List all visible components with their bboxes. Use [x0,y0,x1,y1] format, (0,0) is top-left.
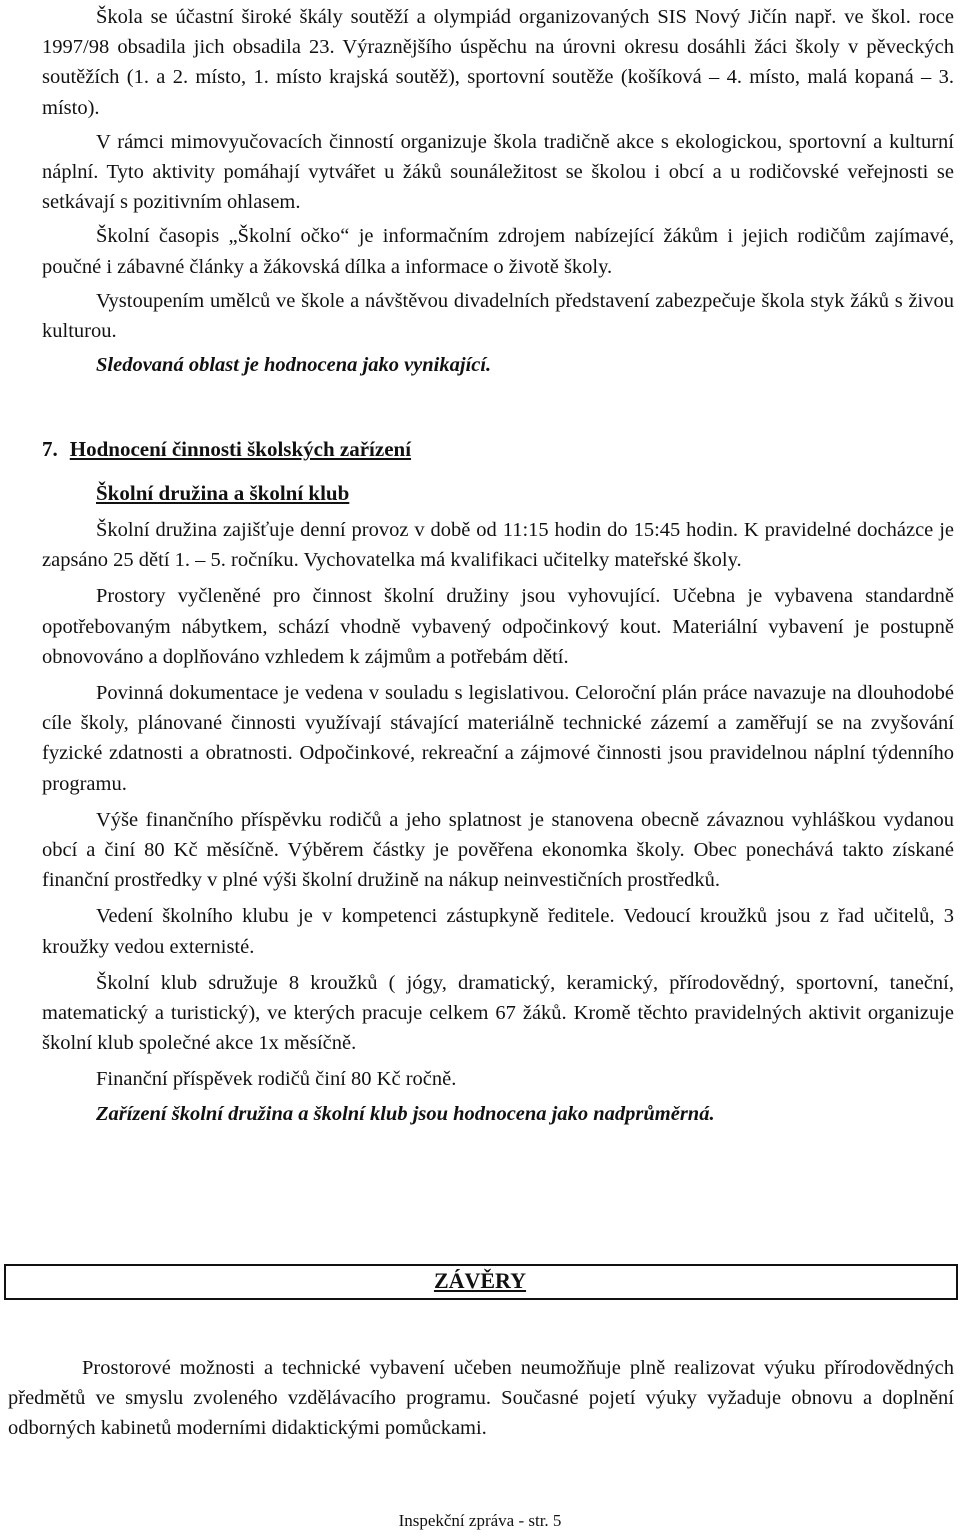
paragraph-fee: Výše finančního příspěvku rodičů a jeho splatnost je stanovena obecně závaznou vyhláškou vydanou obcí a činí 80 Kč měsíčně. Výběrem částky je pověřena ekonomka školy. Obec ponechává takto získané finanční prostředky v plné výši školní družině na nákup neinvestičních prostředků. [42,808,954,892]
paragraph-premises: Prostory vyčleněné pro činnost školní družiny jsou vyhovující. Učebna je vybavena standardně opotřebovaným nábytkem, schází vhodně vybavený odpočinkový kout. Materiální vybavení je postupně obnovováno a doplňováno vzhledem k zájmům a potřebám dětí. [42,585,954,668]
paragraph-culture: Vystoupením umělců ve škole a návštěvou divadelních představení zabezpečuje škola styk žáků s živou kulturou. [42,289,954,343]
section-heading [42,437,411,462]
conclusion-text-block [8,1353,954,1444]
paragraph-magazine: Školní časopis „Školní očko“ je informačním zdrojem nabízející žákům i jejich rodičům zajímavé, poučné i zábavné články a žákovská dílka a informace o životě školy. [42,225,954,278]
paragraph-club-fee: Finanční příspěvek rodičů činí 80 Kč ročně. [96,1068,457,1091]
paragraph-club-management: Vedení školního klubu je v kompetenci zástupkyně ředitele. Vedoucí kroužků jsou z řad učitelů, 3 kroužky vedou externisté. [42,905,954,958]
page-footer: Inspekční zpráva - str. 5 [398,1511,562,1530]
subsection-heading: Školní družina a školní klub [96,481,350,505]
sub-text-block [42,515,954,1129]
section-number: 7. [42,437,58,461]
paragraph-activities: V rámci mimovyučovacích činností organizuje škola tradičně akce s ekologickou, sportovní a kulturní náplní. Tyto aktivity pomáhají vytvářet u žáků sounáležitost se školou i obcí a u rodičovské veřejnosti se setkávají s pozitivním ohlasem. [42,130,954,214]
top-text-block [42,2,954,380]
rating-statement-2: Zařízení školní družina a školní klub jsou hodnocena jako nadprůměrná. [96,1102,715,1125]
section-title: Hodnocení činnosti školských zařízení [69,437,412,461]
paragraph-competitions: Škola se účastní široké škály soutěží a olympiád organizovaných SIS Nový Jičín např. ve škol. roce 1997/98 obsadila jich obsadila 23. Výraznějšího úspěchu na úrovni okresu dosáhli žáci školy v pěveckých soutěžích (1. a 2. místo, 1. místo krajská soutěž), sportovní soutěže (košíková – 4. místo, malá kopaná – 3. místo). [42,6,954,119]
conclusion-title: ZÁVĚRY [433,1268,527,1293]
paragraph-operation: Školní družina zajišťuje denní provoz v době od 11:15 hodin do 15:45 hodin. K pravidelné docházce je zapsáno 25 dětí 1. – 5. ročníku. Vychovatelka má kvalifikaci učitelky mateřské školy. [42,519,954,572]
rating-statement-1: Sledovaná oblast je hodnocena jako vynikající. [96,354,492,377]
paragraph-club-activities: Školní klub sdružuje 8 kroužků ( jógy, dramatický, keramický, přírodovědný, sportovní, taneční, matematický a turistický), ve kterých pracuje celkem 67 žáků. Kromě těchto pravidelných aktivit organizuje školní klub společné akce 1x měsíčně. [42,971,954,1055]
conclusion-paragraph: Prostorové možnosti a technické vybavení učeben neumožňuje plně realizovat výuku přírodovědných předmětů ve smyslu zvoleného vzdělávacího programu. Současné pojetí výuky vyžaduje obnovu a doplnění odborných kabinetů moderními didaktickými pomůckami. [8,1357,954,1440]
paragraph-documentation: Povinná dokumentace je vedena v souladu s legislativou. Celoroční plán práce navazuje na dlouhodobé cíle školy, plánované činnosti využívají stávající materiálně technické zázemí a zaměřují se na zvyšování fyzické zdatnosti a obratnosti. Odpočinkové, rekreační a zájmové činnosti jsou pravidelnou náplní týdenního programu. [42,682,954,795]
